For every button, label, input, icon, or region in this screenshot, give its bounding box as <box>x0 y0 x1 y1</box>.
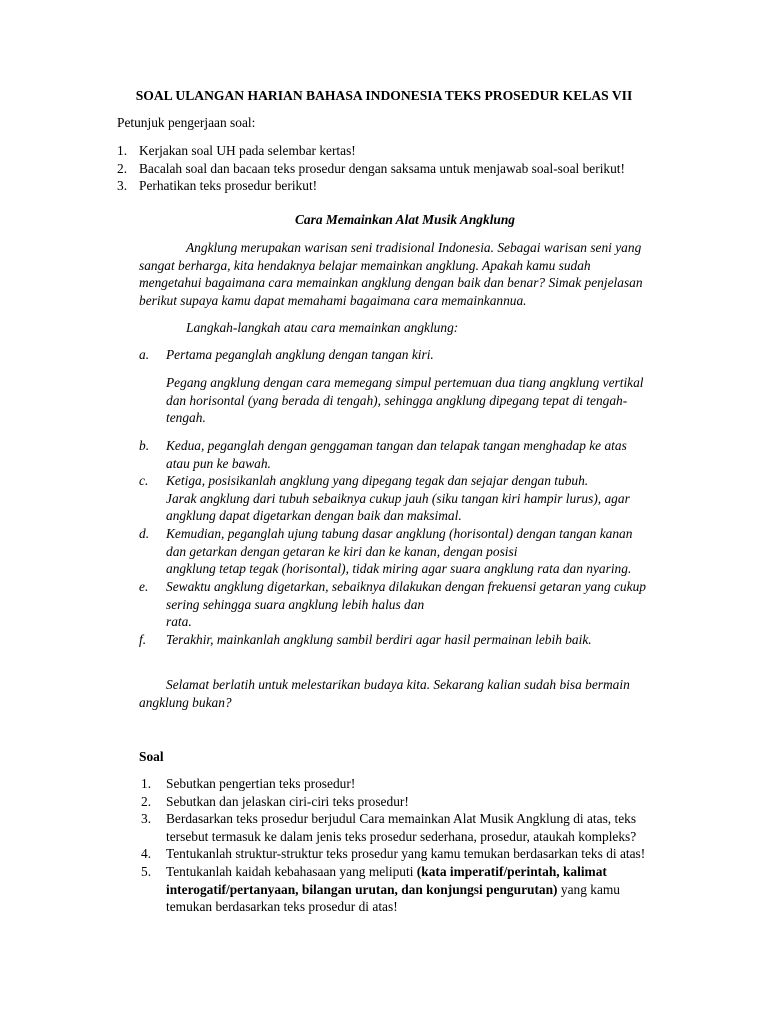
detail-line: tengah. <box>166 410 206 426</box>
question-line: Tentukanlah struktur-struktur teks prosedur yang kamu temukan berdasarkan teks di atas! <box>166 846 646 862</box>
instruction-text: Bacalah soal dan bacaan teks prosedur dengan saksama untuk menjawab soal-soal berikut! <box>139 160 625 176</box>
question-line: Sebutkan dan jelaskan ciri-ciri teks prosedur! <box>166 793 409 809</box>
intro-line: Angklung merupakan warisan seni tradisional Indonesia. Sebagai warisan seni yang <box>186 240 642 255</box>
step-line: Kemudian, peganglah ujung tabung dasar angklung (horisontal) dengan tangan kanan <box>166 526 633 541</box>
step-line: Jarak angklung dari tubuh sebaiknya cukup jauh (siku tangan kiri hampir lurus), agar <box>166 490 630 506</box>
step-letter: c. <box>139 473 149 488</box>
step-line: rata. <box>166 614 192 630</box>
question-item <box>141 793 701 811</box>
instructions-list <box>117 142 717 195</box>
question-number: 5. <box>141 863 152 879</box>
closing-line: angklung bukan? <box>139 694 232 710</box>
step-letter: d. <box>139 526 150 541</box>
instruction-number: 3. <box>117 178 128 194</box>
instruction-item <box>117 177 717 195</box>
procedure-title: Cara Memainkan Alat Musik Angklung <box>294 212 516 227</box>
step-item <box>139 631 689 649</box>
closing-paragraph <box>139 676 679 711</box>
step-letter: a. <box>139 347 150 362</box>
question-line: tersebut termasuk ke dalam jenis teks prosedur sederhana, prosedur, ataukah kompleks? <box>166 828 637 844</box>
question-number: 4. <box>141 846 152 862</box>
step-item <box>139 578 689 631</box>
question-line: Sebutkan pengertian teks prosedur! <box>166 776 356 791</box>
instructions-label: Petunjuk pengerjaan soal: <box>117 115 256 130</box>
question-text: Tentukanlah kaidah kebahasaan yang meliputi <box>166 863 417 879</box>
step-letter: e. <box>139 579 149 594</box>
closing-line: Selamat berlatih untuk melestarikan budaya kita. Sekarang kalian sudah bisa bermain <box>166 677 630 692</box>
intro-line: berikut supaya kamu dapat memahami bagaimana cara memainkannua. <box>139 292 527 308</box>
instruction-text: Perhatikan teks prosedur berikut! <box>139 178 318 194</box>
question-line: Berdasarkan teks prosedur berjudul Cara memainkan Alat Musik Angklung di atas, teks <box>166 811 637 827</box>
detail-line: Pegang angklung dengan cara memegang simpul pertemuan dua tiang angklung vertikal <box>166 375 644 390</box>
steps-label: Langkah-langkah atau cara memainkan angklung: <box>186 320 459 335</box>
question-item <box>141 775 701 793</box>
question-bold-text: (kata imperatif/perintah, kalimat <box>416 863 607 879</box>
instruction-item <box>117 142 717 160</box>
intro-line: sangat berharga, kita hendaknya belajar memainkan angklung. Apakah kamu sudah <box>139 257 591 273</box>
step-line: angklung tetap tegak (horisontal), tidak miring agar suara angklung rata dan nyaring. <box>166 561 632 577</box>
step-letter: f. <box>139 632 147 647</box>
question-line: temukan berdasarkan teks prosedur di atas! <box>166 899 398 915</box>
step-line: sering sehingga suara angklung lebih halus dan <box>166 596 425 612</box>
question-number: 2. <box>141 793 152 809</box>
step-item <box>139 525 689 578</box>
intro-line: mengetahui bagaimana cara memainkan angklung dengan baik dan benar? Simak penjelasan <box>139 275 643 291</box>
question-item <box>141 810 701 845</box>
step-line: dan getarkan dengan getaran ke kiri dan ke kanan, dengan posisi <box>166 543 518 559</box>
detail-line: dan horisontal (yang berada di tengah), sehingga angklung dipegang tepat di tengah- <box>166 392 628 408</box>
step-line: Terakhir, mainkanlah angklung sambil berdiri agar hasil permainan lebih baik. <box>166 632 592 647</box>
instruction-item <box>117 160 717 178</box>
question-item <box>141 845 701 863</box>
question-number: 3. <box>141 811 152 827</box>
step-letter: b. <box>139 438 150 453</box>
questions-list <box>141 775 701 916</box>
step-line: Pertama peganglah angklung dengan tangan kiri. <box>166 347 434 362</box>
step-line: angklung dapat digetarkan dengan baik dan maksimal. <box>166 508 462 524</box>
step-line: atau pun ke bawah. <box>166 455 271 471</box>
question-text: yang kamu <box>557 881 621 897</box>
step-line: Ketiga, posisikanlah angklung yang dipegang tegak dan sejajar dengan tubuh. <box>166 473 589 488</box>
instruction-number: 1. <box>117 143 128 158</box>
question-line <box>166 863 701 881</box>
instruction-number: 2. <box>117 160 128 176</box>
procedure-intro <box>139 239 687 309</box>
question-bold-text: interogatif/pertanyaan, bilangan urutan, dan konjungsi pengurutan) <box>166 881 558 897</box>
question-number: 1. <box>141 776 152 791</box>
instruction-text: Kerjakan soal UH pada selembar kertas! <box>139 143 356 158</box>
step-a-detail <box>166 374 686 427</box>
step-item <box>139 346 689 364</box>
step-item <box>139 437 689 472</box>
document-title: SOAL ULANGAN HARIAN BAHASA INDONESIA TEKS PROSEDUR KELAS VII <box>135 88 633 103</box>
question-line <box>166 881 701 899</box>
soal-heading: Soal <box>139 749 164 764</box>
question-item <box>141 863 701 916</box>
step-item <box>139 472 689 525</box>
step-line: Kedua, peganglah dengan genggaman tangan dan telapak tangan menghadap ke atas <box>166 438 627 453</box>
step-line: Sewaktu angklung digetarkan, sebaiknya dilakukan dengan frekuensi getaran yang cukup <box>166 579 646 594</box>
